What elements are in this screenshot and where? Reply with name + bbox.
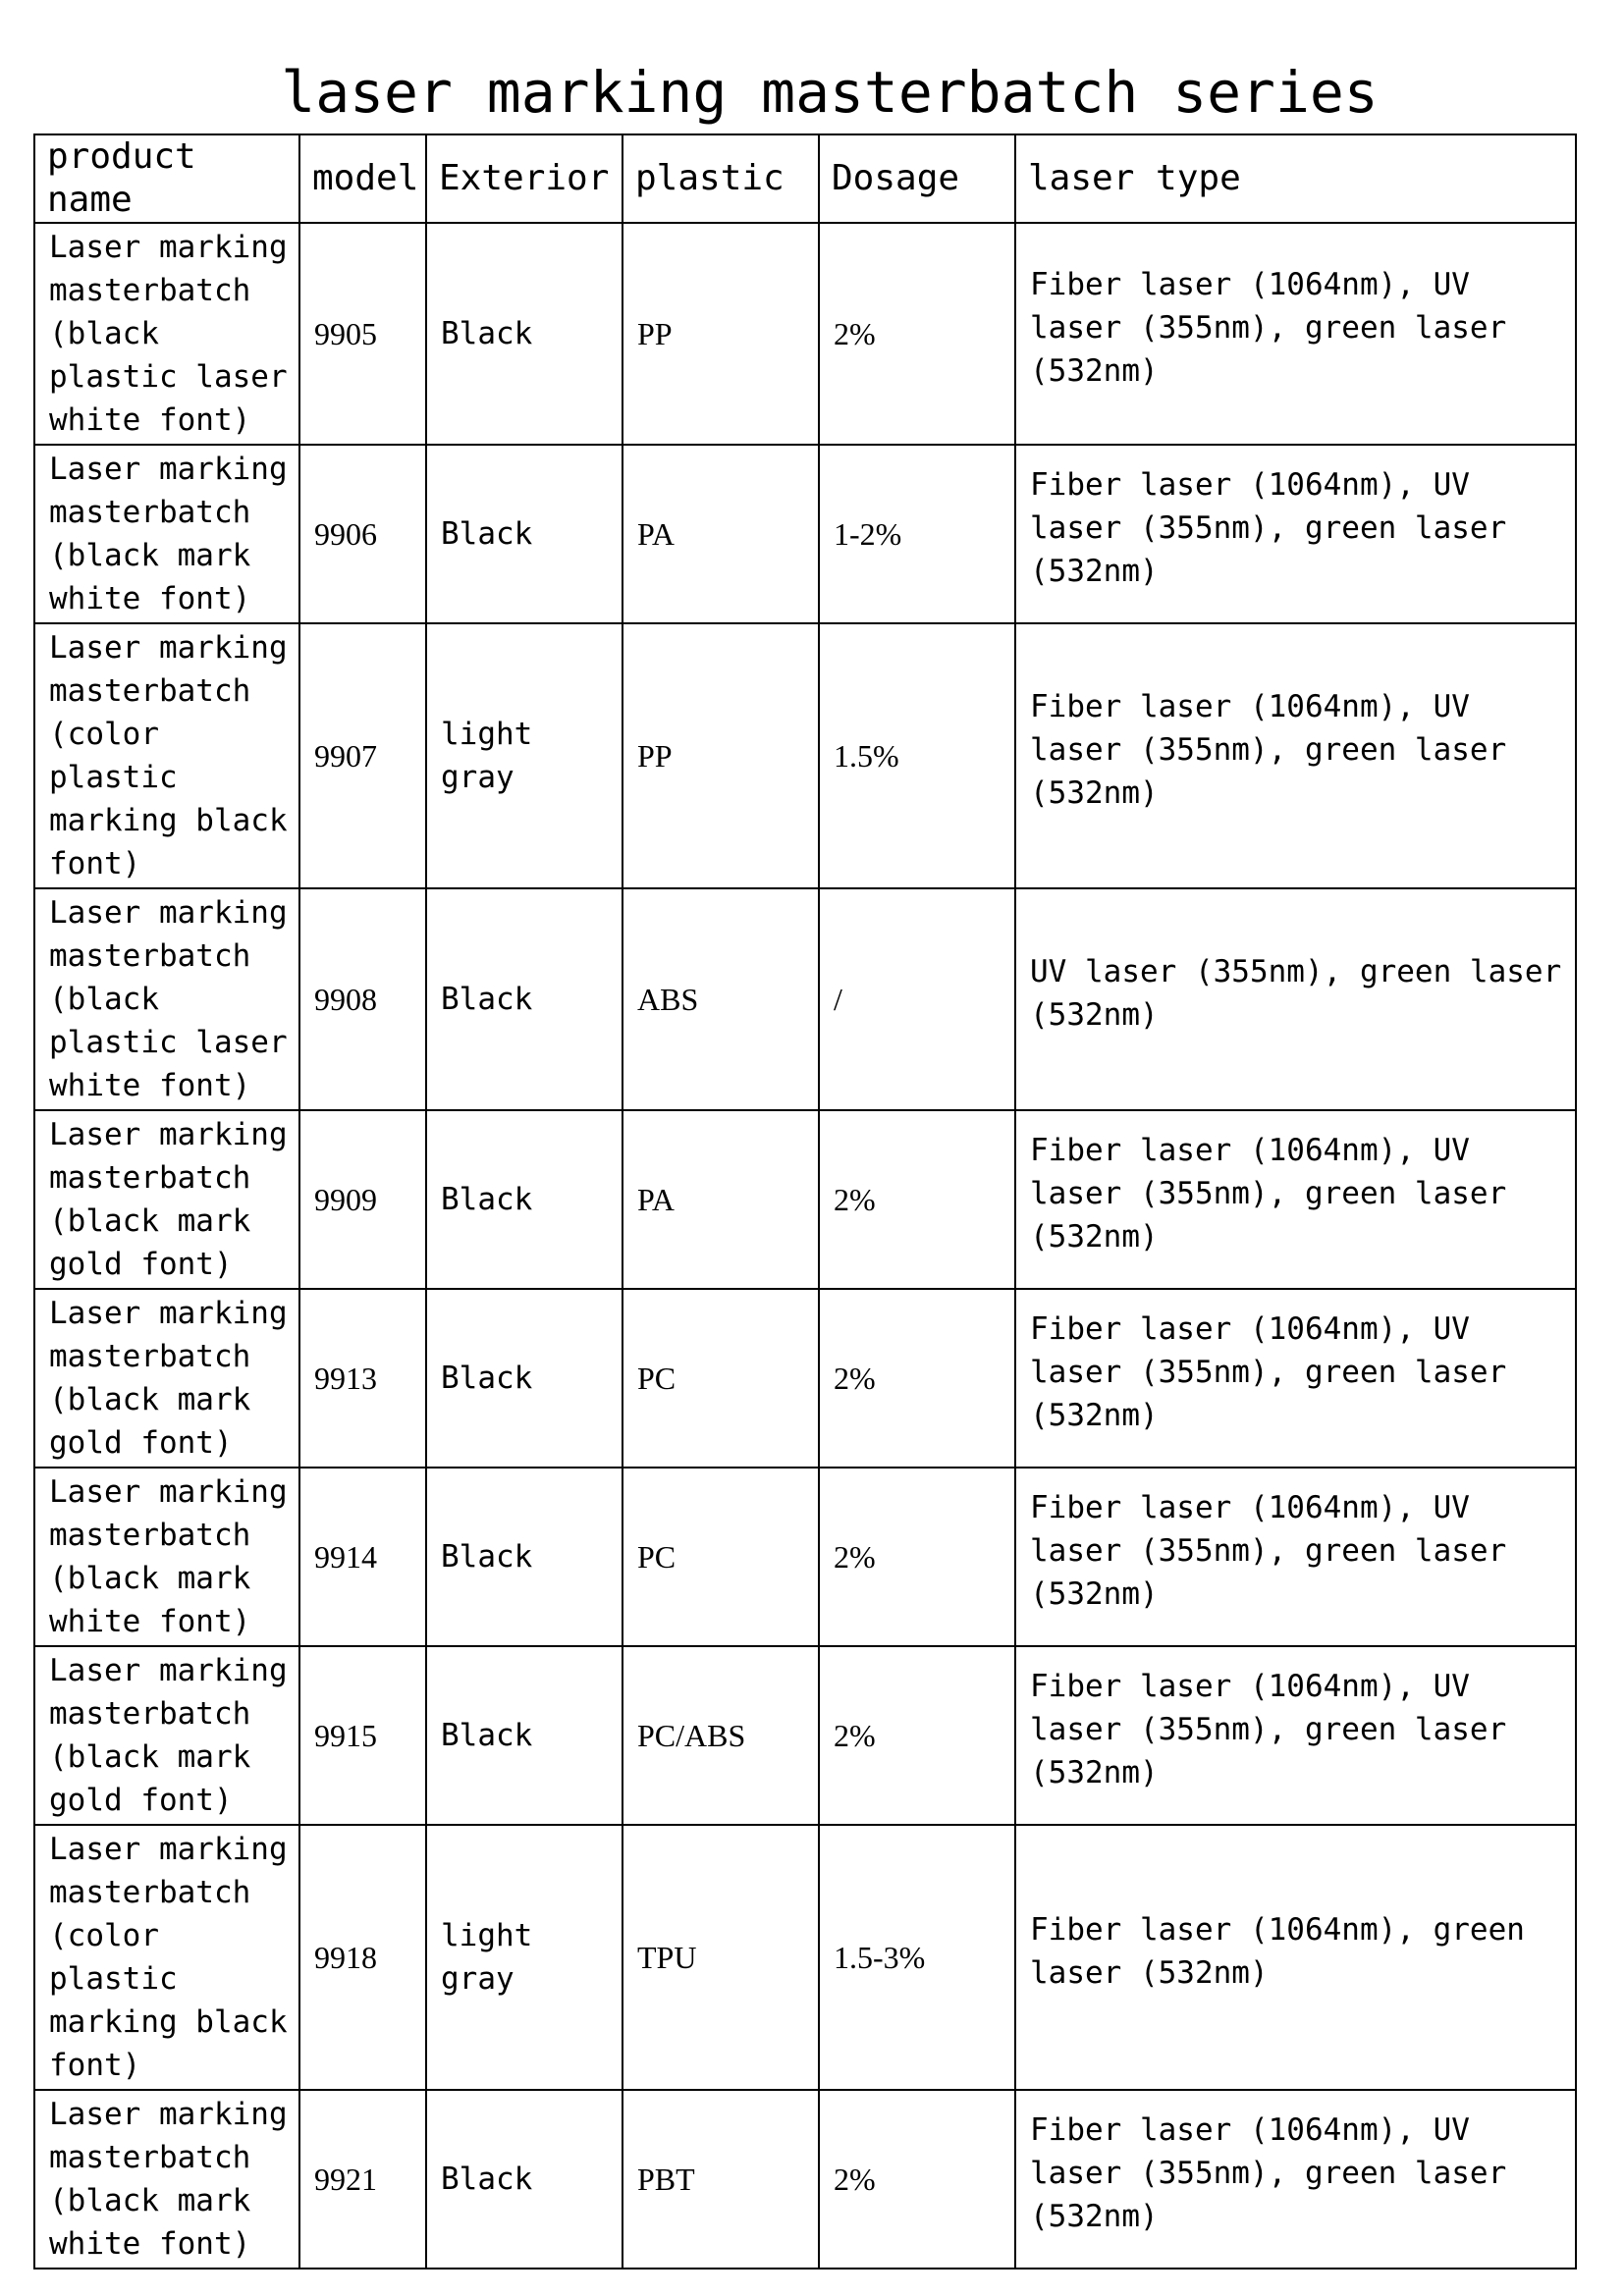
cell-product-name: Laser marking masterbatch (black mark white font) <box>34 1468 299 1646</box>
cell-exterior: light gray <box>426 623 623 888</box>
cell-product-name: Laser marking masterbatch (black mark white font) <box>34 445 299 623</box>
cell-model: 9906 <box>299 445 426 623</box>
table-row <box>34 623 1576 888</box>
table-row <box>34 1468 1576 1646</box>
table-row <box>34 1289 1576 1468</box>
cell-laser-type: Fiber laser (1064nm), green laser (532nm) <box>1015 1825 1576 2090</box>
cell-exterior: Black <box>426 445 623 623</box>
cell-product-name: Laser marking masterbatch (black mark gold font) <box>34 1110 299 1289</box>
cell-dosage: 2% <box>819 223 1015 445</box>
cell-laser-type: Fiber laser (1064nm), UV laser (355nm), green laser (532nm) <box>1015 623 1576 888</box>
cell-laser-type: Fiber laser (1064nm), UV laser (355nm), green laser (532nm) <box>1015 445 1576 623</box>
table-row <box>34 1825 1576 2090</box>
cell-plastic: PC/ABS <box>623 1646 819 1825</box>
header-product-name: product name <box>34 134 299 223</box>
cell-plastic: ABS <box>623 888 819 1110</box>
cell-dosage: 2% <box>819 1646 1015 1825</box>
header-dosage: Dosage <box>819 134 1015 223</box>
header-laser-type: laser type <box>1015 134 1576 223</box>
table-row <box>34 1646 1576 1825</box>
cell-laser-type: UV laser (355nm), green laser (532nm) <box>1015 888 1576 1110</box>
cell-laser-type: Fiber laser (1064nm), UV laser (355nm), green laser (532nm) <box>1015 2090 1576 2269</box>
cell-product-name: Laser marking masterbatch (black mark gold font) <box>34 1289 299 1468</box>
cell-exterior: Black <box>426 1110 623 1289</box>
cell-plastic: PA <box>623 445 819 623</box>
cell-exterior: Black <box>426 1468 623 1646</box>
cell-laser-type: Fiber laser (1064nm), UV laser (355nm), green laser (532nm) <box>1015 1289 1576 1468</box>
cell-exterior: Black <box>426 1646 623 1825</box>
table-row <box>34 223 1576 445</box>
cell-dosage: / <box>819 888 1015 1110</box>
cell-model: 9908 <box>299 888 426 1110</box>
cell-dosage: 1.5% <box>819 623 1015 888</box>
cell-laser-type: Fiber laser (1064nm), UV laser (355nm), green laser (532nm) <box>1015 1468 1576 1646</box>
cell-model: 9921 <box>299 2090 426 2269</box>
cell-dosage: 2% <box>819 1468 1015 1646</box>
cell-product-name: Laser marking masterbatch (color plastic marking black font) <box>34 623 299 888</box>
cell-dosage: 2% <box>819 2090 1015 2269</box>
cell-laser-type: Fiber laser (1064nm), UV laser (355nm), green laser (532nm) <box>1015 1646 1576 1825</box>
header-model: model <box>299 134 426 223</box>
cell-model: 9905 <box>299 223 426 445</box>
cell-model: 9907 <box>299 623 426 888</box>
cell-plastic: PC <box>623 1289 819 1468</box>
cell-model: 9909 <box>299 1110 426 1289</box>
header-plastic: plastic <box>623 134 819 223</box>
table-row <box>34 888 1576 1110</box>
cell-product-name: Laser marking masterbatch (black mark white font) <box>34 2090 299 2269</box>
cell-product-name: Laser marking masterbatch (black plastic laser white font) <box>34 888 299 1110</box>
cell-plastic: PC <box>623 1468 819 1646</box>
cell-laser-type: Fiber laser (1064nm), UV laser (355nm), green laser (532nm) <box>1015 1110 1576 1289</box>
document-title: laser marking masterbatch series <box>281 59 1379 126</box>
cell-product-name: Laser marking masterbatch (black plastic laser white font) <box>34 223 299 445</box>
cell-product-name: Laser marking masterbatch (black mark gold font) <box>34 1646 299 1825</box>
cell-exterior: Black <box>426 888 623 1110</box>
cell-product-name: Laser marking masterbatch (color plastic marking black font) <box>34 1825 299 2090</box>
table-row <box>34 445 1576 623</box>
cell-plastic: TPU <box>623 1825 819 2090</box>
product-table <box>33 133 1577 2269</box>
cell-dosage: 1.5-3% <box>819 1825 1015 2090</box>
cell-laser-type: Fiber laser (1064nm), UV laser (355nm), green laser (532nm) <box>1015 223 1576 445</box>
cell-dosage: 1-2% <box>819 445 1015 623</box>
cell-model: 9913 <box>299 1289 426 1468</box>
cell-exterior: light gray <box>426 1825 623 2090</box>
table-header-row <box>34 134 1576 223</box>
cell-exterior: Black <box>426 223 623 445</box>
table-row <box>34 2090 1576 2269</box>
cell-exterior: Black <box>426 1289 623 1468</box>
cell-plastic: PBT <box>623 2090 819 2269</box>
cell-plastic: PP <box>623 223 819 445</box>
cell-plastic: PP <box>623 623 819 888</box>
cell-model: 9914 <box>299 1468 426 1646</box>
header-exterior: Exterior <box>426 134 623 223</box>
cell-plastic: PA <box>623 1110 819 1289</box>
cell-dosage: 2% <box>819 1289 1015 1468</box>
table-row <box>34 1110 1576 1289</box>
cell-model: 9918 <box>299 1825 426 2090</box>
cell-dosage: 2% <box>819 1110 1015 1289</box>
cell-model: 9915 <box>299 1646 426 1825</box>
cell-exterior: Black <box>426 2090 623 2269</box>
